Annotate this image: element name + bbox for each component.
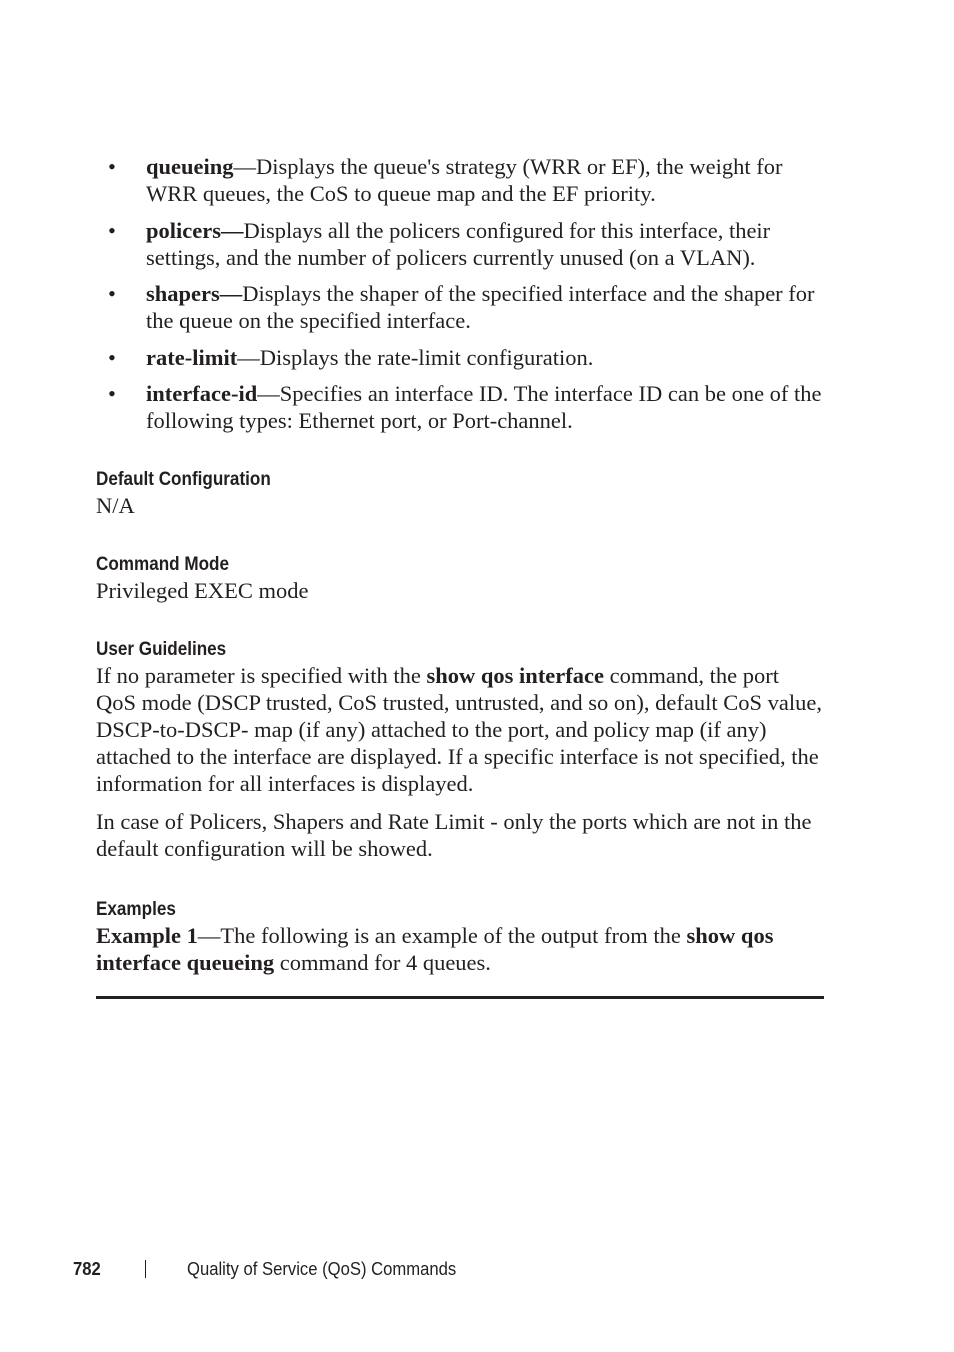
section-text: Privileged EXEC mode [96,578,309,603]
parameter-description: Displays all the policers configured for this interface, their settings, and the number of policers currently unused (on a VLAN). [146,217,771,270]
em-dash: — [237,344,260,370]
bullet-icon: • [108,281,116,306]
em-dash: — [233,154,257,179]
paragraph-text: If no parameter is specified with the [96,663,427,688]
em-dash: — [219,281,243,306]
bullet-icon: • [108,381,116,406]
parameter-term: policers [146,217,221,243]
list-item [96,280,836,334]
parameter-term: shapers [146,281,220,306]
section-heading: User Guidelines [96,639,227,660]
examples-section [96,898,824,976]
guidelines-paragraph [96,662,824,797]
list-item [96,380,836,434]
section-heading: Default Configuration [96,469,271,490]
horizontal-rule [96,996,824,999]
page-footer [0,1256,954,1282]
bullet-icon: • [108,154,116,179]
parameter-term: rate-limit [146,344,238,370]
user-guidelines-section [96,638,824,862]
parameter-description: Displays the shaper of the specified interface and the shaper for the queue on the specified interface. [146,281,815,333]
bullet-icon: • [108,217,116,243]
example-text: —The following is an example of the output from the [197,923,687,948]
example-intro [96,922,824,976]
list-item [96,217,836,271]
section-text: N/A [96,493,135,518]
parameter-description: Specifies an interface ID. The interface ID can be one of the following types: Ethernet port, or Port-channel. [146,381,822,433]
parameter-term: queueing [146,154,234,179]
parameter-term: interface-id [146,381,258,406]
em-dash: — [220,217,244,243]
list-item [96,153,836,207]
parameter-description: Displays the rate-limit configuration. [259,344,594,370]
command-mode-section [96,553,836,604]
section-heading: Command Mode [96,554,230,575]
command-name: show qos interface queueing [96,923,774,975]
chapter-title: Quality of Service (QoS) Commands [187,1258,457,1279]
parameter-list [96,153,836,444]
parameter-description: Displays the queue's strategy (WRR or EF), the weight for WRR queues, the CoS to queue map and the EF priority. [146,154,783,206]
section-heading: Examples [96,899,176,920]
bullet-icon: • [108,344,116,370]
example-text: command for 4 queues. [274,950,491,975]
paragraph-text: command, the port QoS mode (DSCP trusted, CoS trusted, untrusted, and so on), default CoS value, DSCP-to-DSCP- map (if any) attached to the port, and policy map (if any) attached to the interface are displayed. If a specific interface is not specified, the information for all interfaces is displayed. [96,663,822,796]
em-dash: — [257,381,280,406]
example-label: Example 1 [96,923,198,948]
guidelines-paragraph: In case of Policers, Shapers and Rate Limit - only the ports which are not in the default configuration will be showed. [96,809,812,861]
list-item [96,344,836,371]
footer-divider [145,1260,146,1278]
default-configuration-section [96,468,836,519]
command-name: show qos interface [426,663,604,688]
page-number: 782 [73,1258,101,1279]
